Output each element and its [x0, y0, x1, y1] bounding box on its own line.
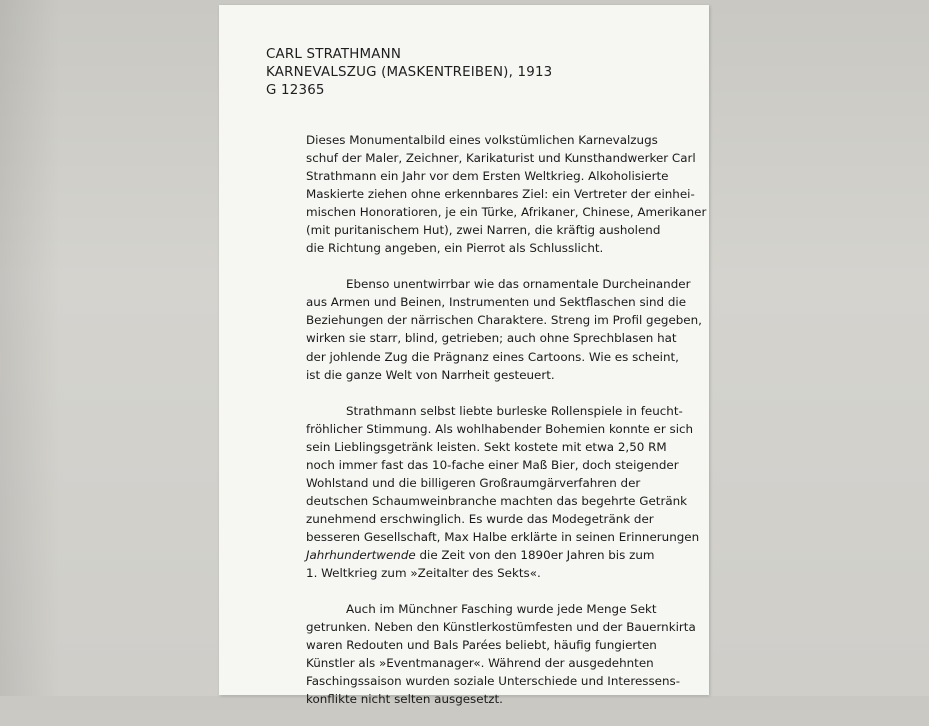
- artist-name: CARL STRATHMANN: [266, 47, 402, 62]
- inventory-number: G 12365: [266, 83, 325, 98]
- text-line: zunehmend erschwinglich. Es wurde das Modegetränk der: [306, 511, 654, 526]
- italic-term: Jahrhundertwende: [306, 547, 416, 562]
- text-line: die Richtung angeben, ein Pierrot als Schlusslicht.: [306, 241, 604, 256]
- artwork-title: KARNEVALSZUG (MASKENTREIBEN), 1913: [266, 65, 553, 80]
- paragraph-3: [306, 402, 700, 582]
- text-line: Faschingssaison wurden soziale Unterschiede und Interessens-: [306, 674, 681, 689]
- text-line: fröhlicher Stimmung. Als wohlhabender Bohemien konnte er sich: [306, 421, 694, 436]
- text-line: aus Armen und Beinen, Instrumenten und Sektflaschen sind die: [306, 295, 687, 310]
- label-header: [266, 46, 552, 100]
- text-line: Strathmann selbst liebte burleske Rollenspiele in feucht-: [346, 403, 683, 418]
- paragraph-2: [306, 275, 702, 383]
- text-line: 1. Weltkrieg zum »Zeitalter des Sekts«.: [306, 566, 541, 581]
- text-line: Wohlstand und die billigeren Großraumgärverfahren der: [306, 475, 641, 490]
- text-line: mischen Honoratioren, je ein Türke, Afrikaner, Chinese, Amerikaner: [306, 205, 707, 220]
- wall-background: [0, 0, 60, 696]
- text-line: Ebenso unentwirrbar wie das ornamentale Durcheinander: [346, 277, 691, 292]
- text-line: schuf der Maler, Zeichner, Karikaturist und Kunsthandwerker Carl: [306, 151, 696, 166]
- paragraph-1: [306, 131, 707, 257]
- paragraph-4: [306, 600, 696, 708]
- text-line: Auch im Münchner Fasching wurde jede Menge Sekt: [346, 602, 657, 617]
- text-line: Beziehungen der närrischen Charaktere. Streng im Profil gegeben,: [306, 313, 702, 328]
- text-line: getrunken. Neben den Künstlerkostümfesten und der Bauernkirta: [306, 620, 696, 635]
- text-line: ist die ganze Welt von Narrheit gesteuert.: [306, 367, 555, 382]
- museum-label-card: [219, 5, 709, 707]
- text-line: deutschen Schaumweinbranche machten das begehrte Getränk: [306, 493, 688, 508]
- text-line: Maskierte ziehen ohne erkennbares Ziel: ein Vertreter der einhei-: [306, 187, 695, 202]
- text-line: besseren Gesellschaft, Max Halbe erklärte in seinen Erinnerungen: [306, 529, 700, 544]
- text-line: wirken sie starr, blind, getrieben; auch ohne Sprechblasen hat: [306, 331, 677, 346]
- text-line: Künstler als »Eventmanager«. Während der ausgedehnten: [306, 656, 654, 671]
- text-line: noch immer fast das 10-fache einer Maß Bier, doch steigender: [306, 457, 679, 472]
- label-body: [306, 131, 707, 726]
- text-line: der johlende Zug die Prägnanz eines Cartoons. Wie es scheint,: [306, 349, 679, 364]
- text-line: sein Lieblingsgetränk leisten. Sekt kostete mit etwa 2,50 RM: [306, 439, 667, 454]
- text-line: waren Redouten und Bals Parées beliebt, häufig fungierten: [306, 638, 657, 653]
- text-line: Strathmann ein Jahr vor dem Ersten Weltkrieg. Alkoholisierte: [306, 169, 669, 184]
- text-fragment: die Zeit von den 1890er Jahren bis zum: [415, 547, 655, 562]
- text-line: Dieses Monumentalbild eines volkstümlichen Karnevalzugs: [306, 133, 658, 147]
- text-line: konflikte nicht selten ausgesetzt.: [306, 692, 503, 707]
- text-line: (mit puritanischem Hut), zwei Narren, die kräftig ausholend: [306, 223, 661, 238]
- text-line-mixed: [306, 546, 666, 564]
